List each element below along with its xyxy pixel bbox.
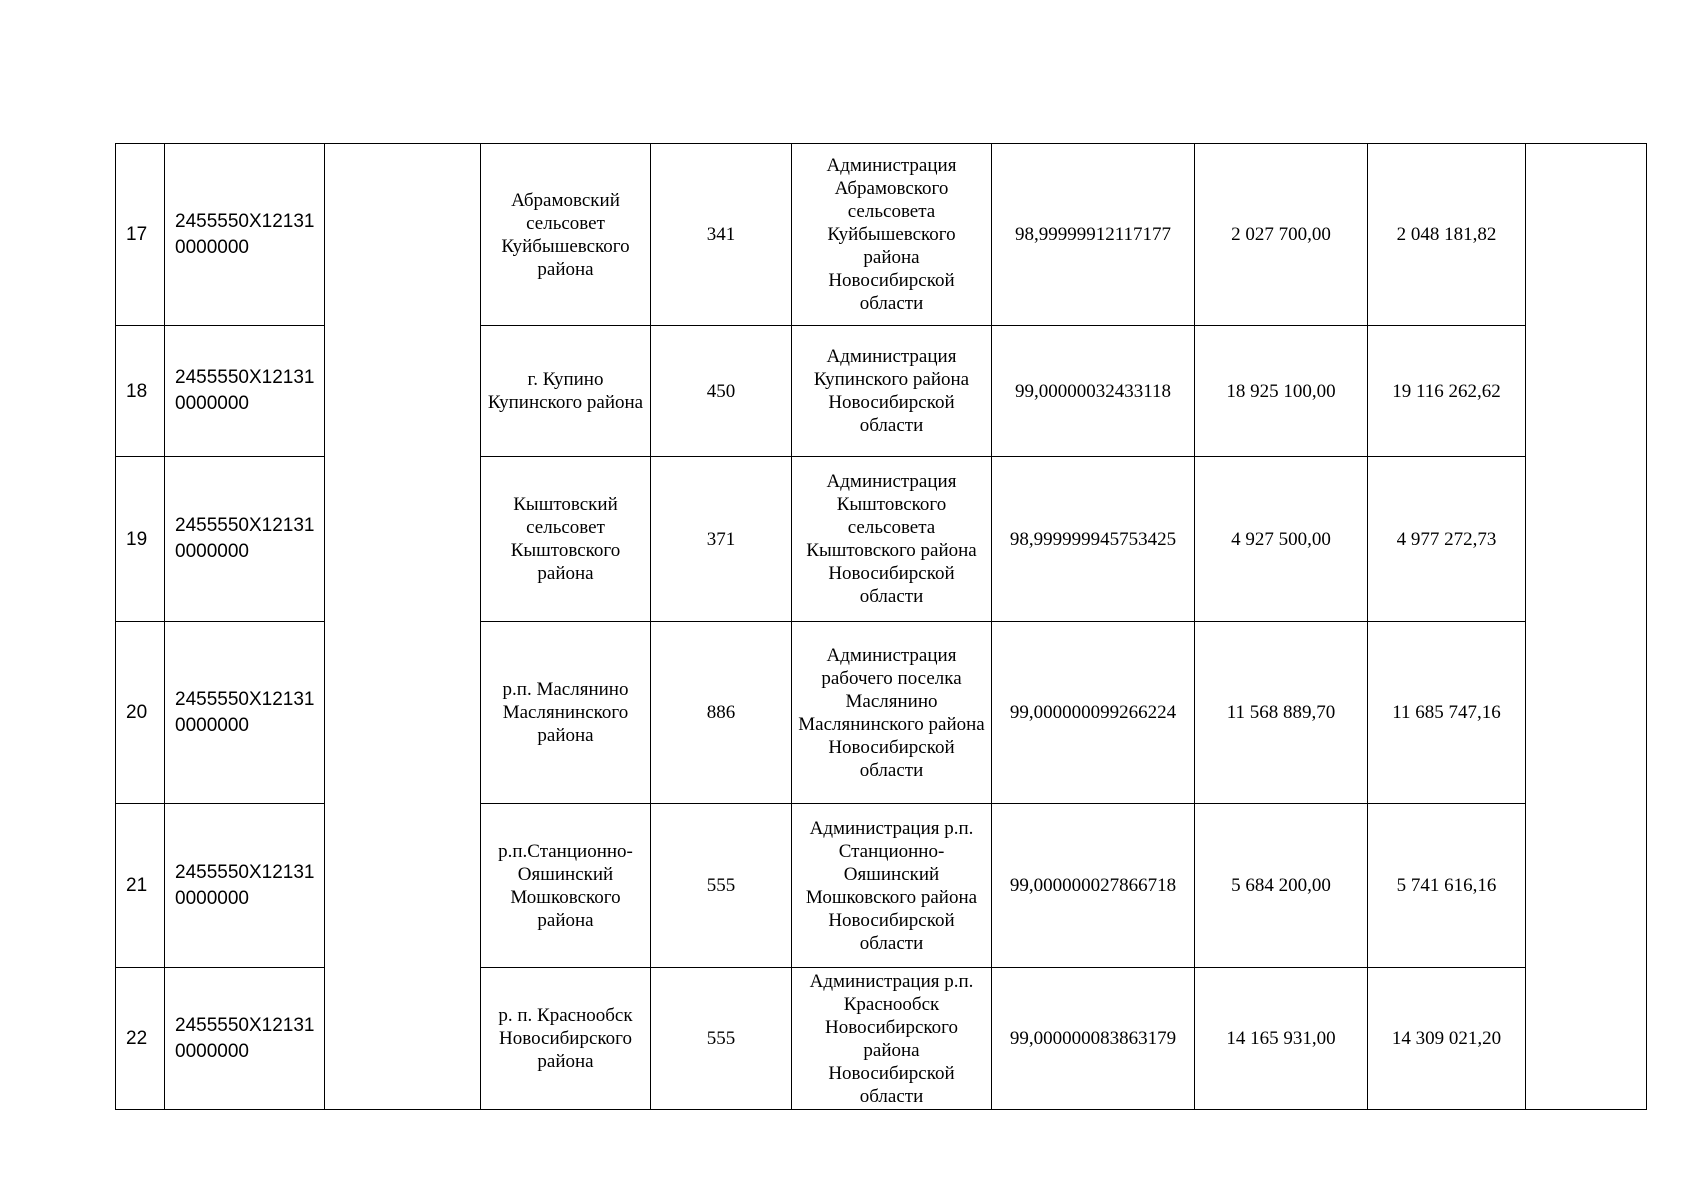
amount-value: 5 684 200,00 (1195, 804, 1368, 968)
amount-value: 14 165 931,00 (1195, 968, 1368, 1110)
municipality-name: р. п. Краснообск Новосибирского района (481, 968, 651, 1110)
percent-value: 99,000000083863179 (992, 968, 1195, 1110)
budget-code: 2455550X12131 0000000 (165, 144, 325, 326)
municipality-name: р.п. Маслянино Маслянинского района (481, 622, 651, 804)
amount-value: 2 027 700,00 (1195, 144, 1368, 326)
row-number: 19 (116, 457, 165, 622)
percent-value: 99,00000032433118 (992, 326, 1195, 457)
budget-code: 2455550X12131 0000000 (165, 968, 325, 1110)
table-row (116, 144, 1647, 326)
administration-name: Администрация Купинского района Новосибирской области (792, 326, 992, 457)
row-number: 17 (116, 144, 165, 326)
subsidy-table (115, 143, 1647, 1110)
municipality-name: Кыштовский сельсовет Кыштовского района (481, 457, 651, 622)
amount-value: 4 927 500,00 (1195, 457, 1368, 622)
total-amount-value: 14 309 021,20 (1368, 968, 1526, 1110)
administration-name: Администрация р.п. Станционно-Ояшинский Мошковского района Новосибирской области (792, 804, 992, 968)
percent-value: 98,999999945753425 (992, 457, 1195, 622)
administration-name: Администрация Кыштовского сельсовета Кыштовского района Новосибирской области (792, 457, 992, 622)
amount-value: 18 925 100,00 (1195, 326, 1368, 457)
amount-value: 11 568 889,70 (1195, 622, 1368, 804)
budget-code: 2455550X12131 0000000 (165, 622, 325, 804)
count-value: 555 (651, 968, 792, 1110)
municipality-name: р.п.Станционно-Ояшинский Мошковского района (481, 804, 651, 968)
count-value: 341 (651, 144, 792, 326)
row-number: 21 (116, 804, 165, 968)
percent-value: 98,99999912117177 (992, 144, 1195, 326)
merged-empty-cell-right (1526, 144, 1647, 1110)
merged-empty-cell (325, 144, 481, 1110)
total-amount-value: 2 048 181,82 (1368, 144, 1526, 326)
count-value: 886 (651, 622, 792, 804)
percent-value: 99,000000099266224 (992, 622, 1195, 804)
row-number: 20 (116, 622, 165, 804)
budget-code: 2455550X12131 0000000 (165, 804, 325, 968)
total-amount-value: 19 116 262,62 (1368, 326, 1526, 457)
administration-name: Администрация рабочего поселка Маслянино Маслянинского района Новосибирской области (792, 622, 992, 804)
row-number: 22 (116, 968, 165, 1110)
total-amount-value: 11 685 747,16 (1368, 622, 1526, 804)
municipality-name: Абрамовский сельсовет Куйбышевского района (481, 144, 651, 326)
budget-code: 2455550X12131 0000000 (165, 457, 325, 622)
count-value: 555 (651, 804, 792, 968)
count-value: 450 (651, 326, 792, 457)
percent-value: 99,000000027866718 (992, 804, 1195, 968)
count-value: 371 (651, 457, 792, 622)
administration-name: Администрация р.п. Краснообск Новосибирского района Новосибирской области (792, 968, 992, 1110)
budget-code: 2455550X12131 0000000 (165, 326, 325, 457)
total-amount-value: 5 741 616,16 (1368, 804, 1526, 968)
total-amount-value: 4 977 272,73 (1368, 457, 1526, 622)
municipality-name: г. Купино Купинского района (481, 326, 651, 457)
administration-name: Администрация Абрамовского сельсовета Куйбышевского района Новосибирской области (792, 144, 992, 326)
row-number: 18 (116, 326, 165, 457)
